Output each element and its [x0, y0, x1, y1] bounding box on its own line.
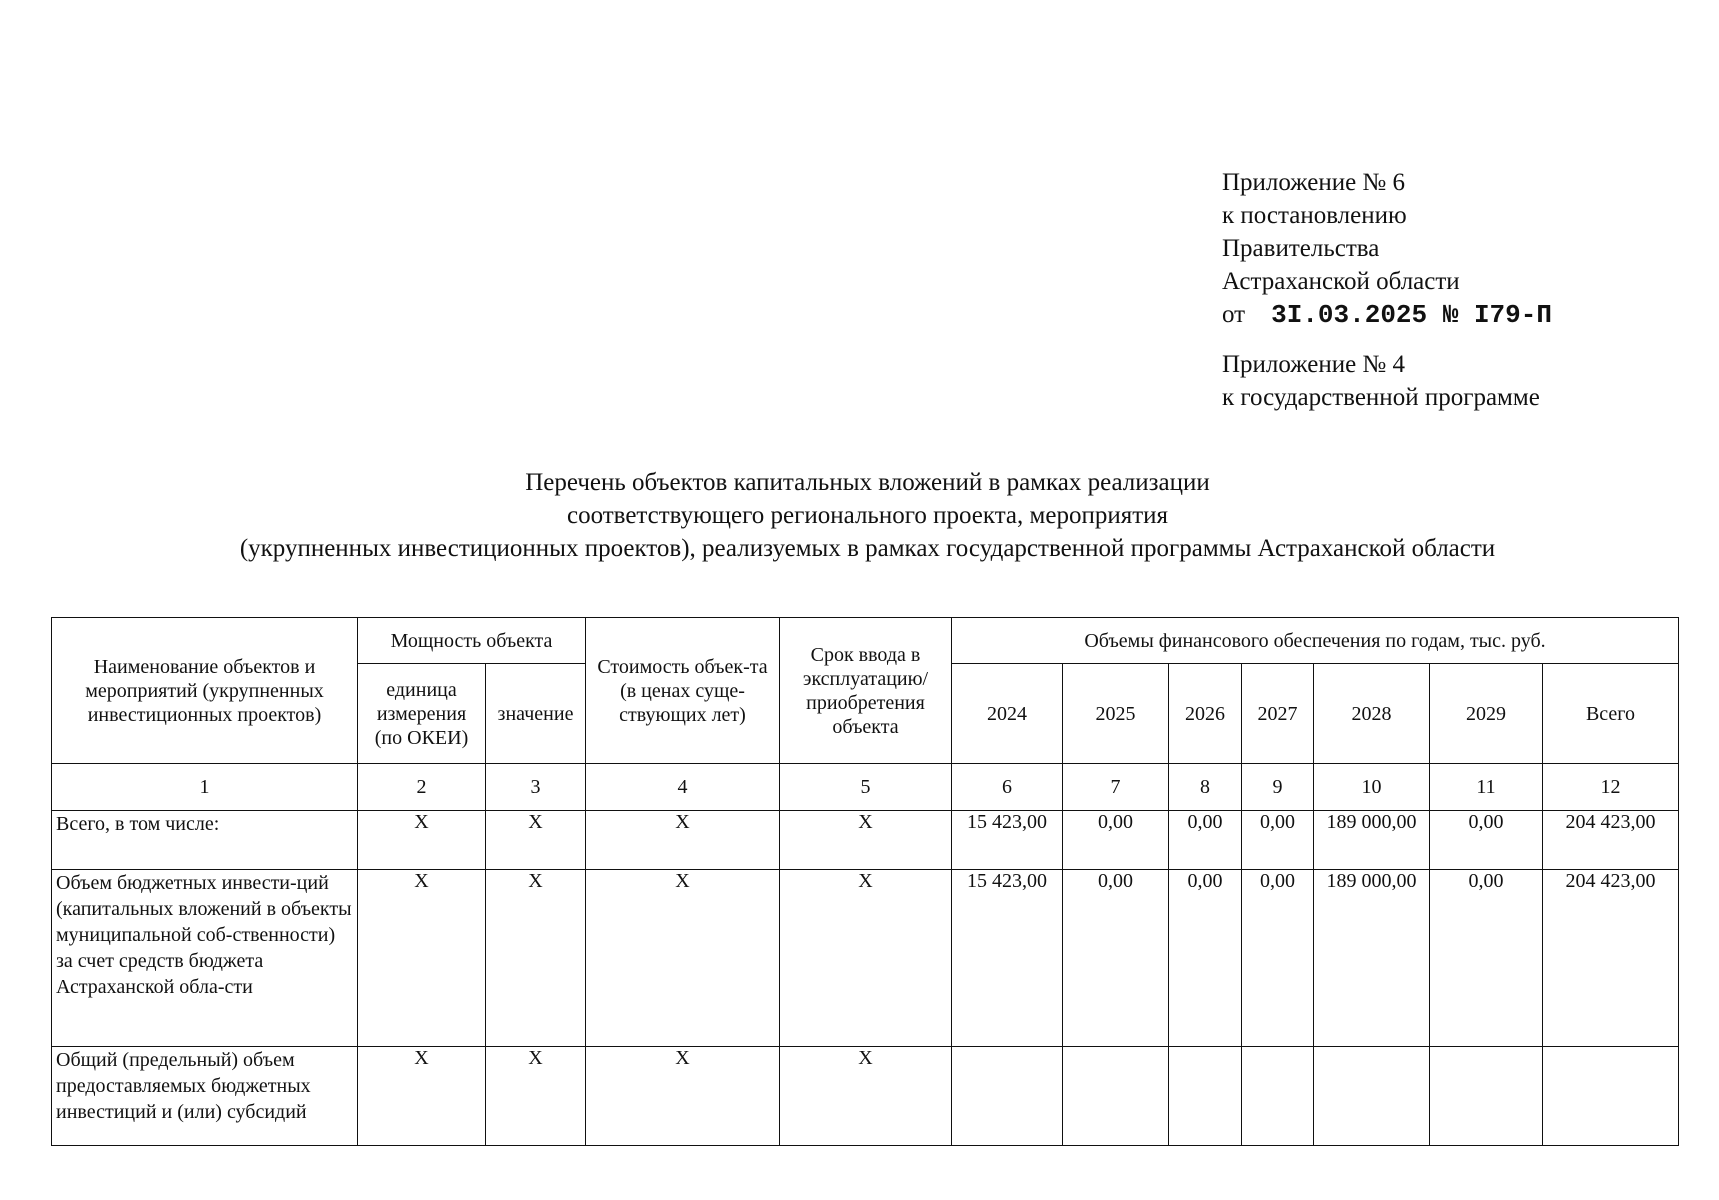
appendix-6-region-line: Астраханской области	[1222, 268, 1460, 295]
header-total: Всего	[1543, 664, 1679, 764]
table-cell: 15 423,00	[952, 811, 1063, 870]
header-commissioning: Срок ввода в эксплуатацию/ приобретения объекта	[780, 618, 952, 764]
title-line-2: соответствующего регионального проекта, мероприятия	[566, 502, 1168, 529]
table-cell: 0,00	[1169, 870, 1242, 1047]
table-cell: X	[780, 1047, 952, 1146]
table-cell: X	[486, 811, 586, 870]
appendix-6-government-line: Правительства	[1222, 235, 1380, 262]
appendix-6-resolution-line: к постановлению	[1222, 202, 1407, 229]
column-number: 12	[1543, 764, 1679, 811]
column-number: 7	[1063, 764, 1169, 811]
header-year-2029: 2029	[1430, 664, 1543, 764]
column-number: 3	[486, 764, 586, 811]
table-row	[52, 811, 1679, 870]
header-value: значение	[486, 664, 586, 764]
appendix-6-block	[1222, 166, 1552, 332]
column-number: 11	[1430, 764, 1543, 811]
table-row	[52, 1047, 1679, 1146]
from-label: от	[1222, 301, 1246, 328]
column-number: 2	[358, 764, 486, 811]
title-line-3: (укрупненных инвестиционных проектов), реализуемых в рамках государственной программы Астраханской области	[239, 535, 1496, 562]
table-cell: 189 000,00	[1314, 811, 1430, 870]
table-cell: 0,00	[1430, 870, 1543, 1047]
table-cell: X	[586, 1047, 780, 1146]
appendix-4-line: Приложение № 4	[1222, 351, 1406, 378]
table-cell: 0,00	[1242, 811, 1314, 870]
column-number: 6	[952, 764, 1063, 811]
table-cell	[1169, 1047, 1242, 1146]
appendix-4-program-line: к государственной программе	[1222, 384, 1540, 411]
header-row-1	[52, 618, 1679, 664]
header-capacity: Мощность объекта	[358, 618, 586, 664]
table-cell: X	[486, 870, 586, 1047]
appendix-6-line: Приложение № 6	[1222, 169, 1406, 196]
table-cell	[1063, 1047, 1169, 1146]
document-title	[80, 466, 1655, 565]
table-row	[52, 870, 1679, 1047]
table-cell: 0,00	[1063, 811, 1169, 870]
table-cell: 204 423,00	[1543, 811, 1679, 870]
header-cost: Стоимость объек-та (в ценах суще-ствующих лет)	[586, 618, 780, 764]
table-cell	[1242, 1047, 1314, 1146]
table-cell	[1430, 1047, 1543, 1146]
table-cell: 189 000,00	[1314, 870, 1430, 1047]
header-funding: Объемы финансового обеспечения по годам, тыс. руб.	[952, 618, 1679, 664]
column-number: 9	[1242, 764, 1314, 811]
header-year-2026: 2026	[1169, 664, 1242, 764]
table-cell: X	[358, 811, 486, 870]
table-cell	[1543, 1047, 1679, 1146]
table-cell: X	[586, 870, 780, 1047]
column-number: 8	[1169, 764, 1242, 811]
column-number: 10	[1314, 764, 1430, 811]
table-cell: X	[780, 870, 952, 1047]
header-year-2028: 2028	[1314, 664, 1430, 764]
table-cell: 0,00	[1063, 870, 1169, 1047]
header-year-2027: 2027	[1242, 664, 1314, 764]
table-cell: 0,00	[1430, 811, 1543, 870]
header-year-2025: 2025	[1063, 664, 1169, 764]
table-cell: 0,00	[1242, 870, 1314, 1047]
header-name: Наименование объектов и мероприятий (укрупненных инвестиционных проектов)	[52, 618, 358, 764]
table-cell: X	[780, 811, 952, 870]
table-cell	[1314, 1047, 1430, 1146]
appendix-4-block	[1222, 348, 1540, 414]
column-numbers-row	[52, 764, 1679, 811]
row-name: Объем бюджетных инвести-ций (капитальных вложений в объекты муниципальной соб-ственности) за счет средств бюджета Астраханской обла-сти	[52, 870, 358, 1047]
table-cell: 15 423,00	[952, 870, 1063, 1047]
title-line-1: Перечень объектов капитальных вложений в рамках реализации	[525, 469, 1210, 496]
table-cell: X	[358, 870, 486, 1047]
table-cell: X	[486, 1047, 586, 1146]
column-number: 1	[52, 764, 358, 811]
row-name: Всего, в том числе:	[52, 811, 358, 870]
capital-investments-table	[51, 617, 1679, 1146]
table-cell: 204 423,00	[1543, 870, 1679, 1047]
column-number: 5	[780, 764, 952, 811]
table-cell	[952, 1047, 1063, 1146]
header-unit: единица измерения (по ОКЕИ)	[358, 664, 486, 764]
header-year-2024: 2024	[952, 664, 1063, 764]
resolution-date-number-stamp: 3I.03.2025 № I79-П	[1271, 300, 1552, 330]
table-cell: X	[358, 1047, 486, 1146]
appendix-6-date-line	[1222, 298, 1552, 332]
table-cell: X	[586, 811, 780, 870]
column-number: 4	[586, 764, 780, 811]
table-cell: 0,00	[1169, 811, 1242, 870]
row-name: Общий (предельный) объем предоставляемых бюджетных инвестиций и (или) субсидий	[52, 1047, 358, 1146]
